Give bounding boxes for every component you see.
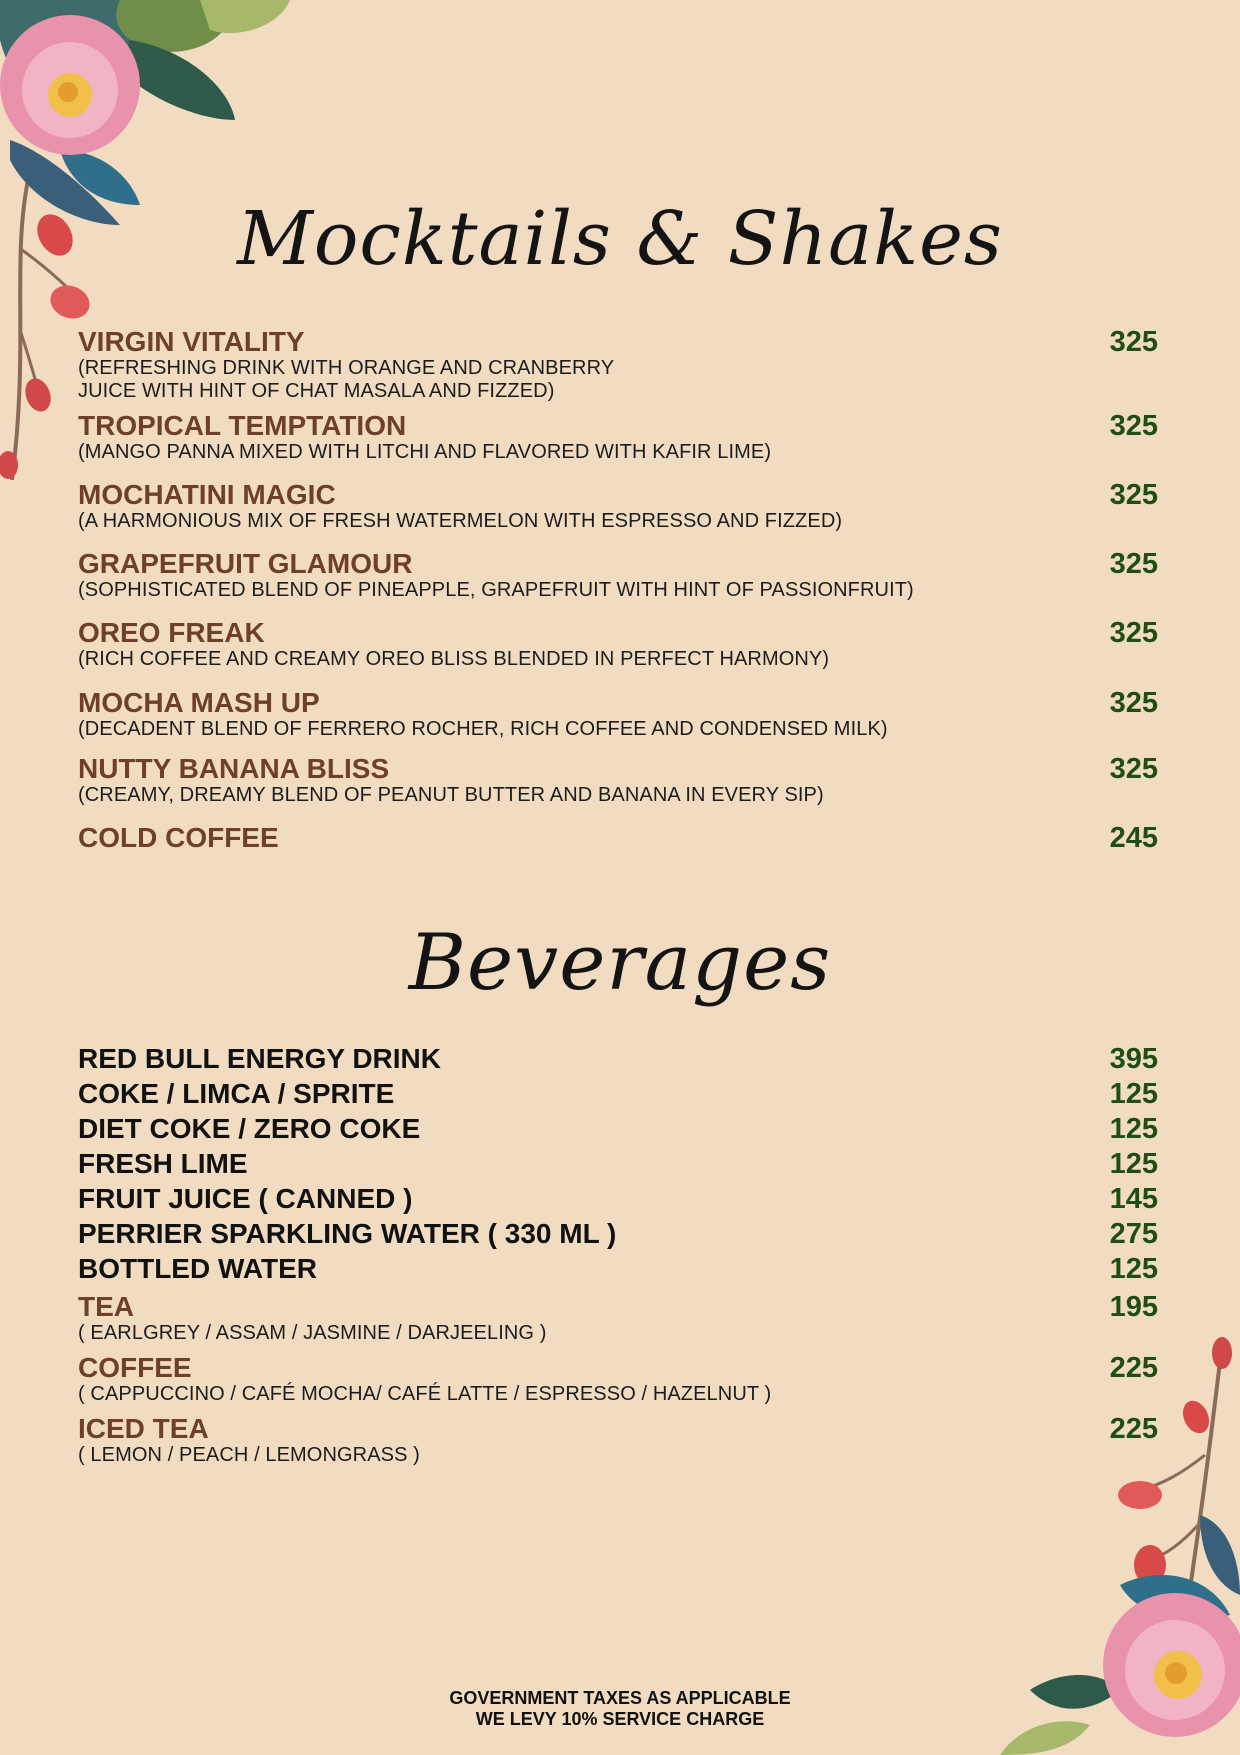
item-name: PERRIER SPARKLING WATER ( 330 ML ) xyxy=(78,1218,617,1249)
menu-item-grapefruit-glamour xyxy=(78,549,1158,602)
menu-item-iced-tea xyxy=(78,1414,1158,1467)
item-name: COLD COFFEE xyxy=(78,822,279,853)
mocktails-section-title: Mocktails & Shakes xyxy=(237,196,1003,282)
menu-item-fruit-juice xyxy=(78,1184,1158,1214)
item-name: VIRGIN VITALITY xyxy=(78,326,305,357)
item-price: 125 xyxy=(1109,1078,1158,1110)
menu-item-tea xyxy=(78,1292,1158,1345)
item-name: COFFEE xyxy=(78,1352,192,1383)
item-description: (REFRESHING DRINK WITH ORANGE AND CRANBERRY xyxy=(78,357,615,379)
menu-item-tropical-temptation xyxy=(78,411,1158,464)
item-name: TROPICAL TEMPTATION xyxy=(78,410,407,441)
service-charge-note: WE LEVY 10% SERVICE CHARGE xyxy=(475,1709,765,1729)
beverages-section-title: Beverages xyxy=(408,918,832,1008)
menu-item-coffee xyxy=(78,1353,1158,1406)
item-price: 245 xyxy=(1109,822,1158,854)
item-description: JUICE WITH HINT OF CHAT MASALA AND FIZZED) xyxy=(78,380,555,402)
item-price: 225 xyxy=(1109,1352,1158,1384)
item-name: NUTTY BANANA BLISS xyxy=(78,753,390,784)
item-name: FRUIT JUICE ( CANNED ) xyxy=(78,1183,413,1214)
item-name: DIET COKE / ZERO COKE xyxy=(78,1113,421,1144)
item-price: 325 xyxy=(1109,410,1158,442)
menu-item-cold-coffee xyxy=(78,823,1158,853)
item-description: (A HARMONIOUS MIX OF FRESH WATERMELON WITH ESPRESSO AND FIZZED) xyxy=(78,510,843,532)
item-description: (SOPHISTICATED BLEND OF PINEAPPLE, GRAPEFRUIT WITH HINT OF PASSIONFRUIT) xyxy=(78,579,914,601)
item-price: 325 xyxy=(1109,753,1158,785)
item-price: 125 xyxy=(1109,1113,1158,1145)
menu-item-mochatini-magic xyxy=(78,480,1158,533)
item-price: 125 xyxy=(1109,1253,1158,1285)
item-price: 195 xyxy=(1109,1291,1158,1323)
item-name: GRAPEFRUIT GLAMOUR xyxy=(78,548,413,579)
menu-item-nutty-banana-bliss xyxy=(78,754,1158,807)
item-name: MOCHA MASH UP xyxy=(78,687,320,718)
item-name: COKE / LIMCA / SPRITE xyxy=(78,1078,395,1109)
item-description: (MANGO PANNA MIXED WITH LITCHI AND FLAVORED WITH KAFIR LIME) xyxy=(78,441,772,463)
item-name: FRESH LIME xyxy=(78,1148,248,1179)
item-name: RED BULL ENERGY DRINK xyxy=(78,1043,442,1074)
menu-item-oreo-freak xyxy=(78,618,1158,671)
item-name: OREO FREAK xyxy=(78,617,265,648)
item-price: 325 xyxy=(1109,326,1158,358)
menu-item-perrier xyxy=(78,1219,1158,1249)
menu-item-red-bull xyxy=(78,1044,1158,1074)
menu-item-fresh-lime xyxy=(78,1149,1158,1179)
item-price: 325 xyxy=(1109,617,1158,649)
item-name: MOCHATINI MAGIC xyxy=(78,479,336,510)
item-description: (CREAMY, DREAMY BLEND OF PEANUT BUTTER AND BANANA IN EVERY SIP) xyxy=(78,784,824,806)
menu-item-bottled-water xyxy=(78,1254,1158,1284)
item-description: ( LEMON / PEACH / LEMONGRASS ) xyxy=(78,1444,420,1466)
item-name: TEA xyxy=(78,1291,134,1322)
item-price: 395 xyxy=(1109,1043,1158,1075)
tax-note: GOVERNMENT TAXES AS APPLICABLE xyxy=(449,1688,791,1708)
item-price: 145 xyxy=(1109,1183,1158,1215)
item-description: ( EARLGREY / ASSAM / JASMINE / DARJEELING ) xyxy=(78,1322,547,1344)
item-price: 275 xyxy=(1109,1218,1158,1250)
item-price: 325 xyxy=(1109,548,1158,580)
item-description: ( CAPPUCCINO / CAFÉ MOCHA/ CAFÉ LATTE / ESPRESSO / HAZELNUT ) xyxy=(78,1383,772,1405)
item-name: BOTTLED WATER xyxy=(78,1253,318,1284)
item-description: (RICH COFFEE AND CREAMY OREO BLISS BLENDED IN PERFECT HARMONY) xyxy=(78,648,830,670)
menu-item-mocha-mash-up xyxy=(78,688,1158,741)
item-price: 125 xyxy=(1109,1148,1158,1180)
menu-item-coke-limca-sprite xyxy=(78,1079,1158,1109)
item-price: 325 xyxy=(1109,479,1158,511)
item-description: (DECADENT BLEND OF FERRERO ROCHER, RICH COFFEE AND CONDENSED MILK) xyxy=(78,718,888,740)
item-price: 325 xyxy=(1109,687,1158,719)
item-name: ICED TEA xyxy=(78,1413,209,1444)
menu-item-virgin-vitality xyxy=(78,327,1158,403)
footer-note xyxy=(0,1688,1240,1730)
menu-item-diet-coke xyxy=(78,1114,1158,1144)
item-price: 225 xyxy=(1109,1413,1158,1445)
